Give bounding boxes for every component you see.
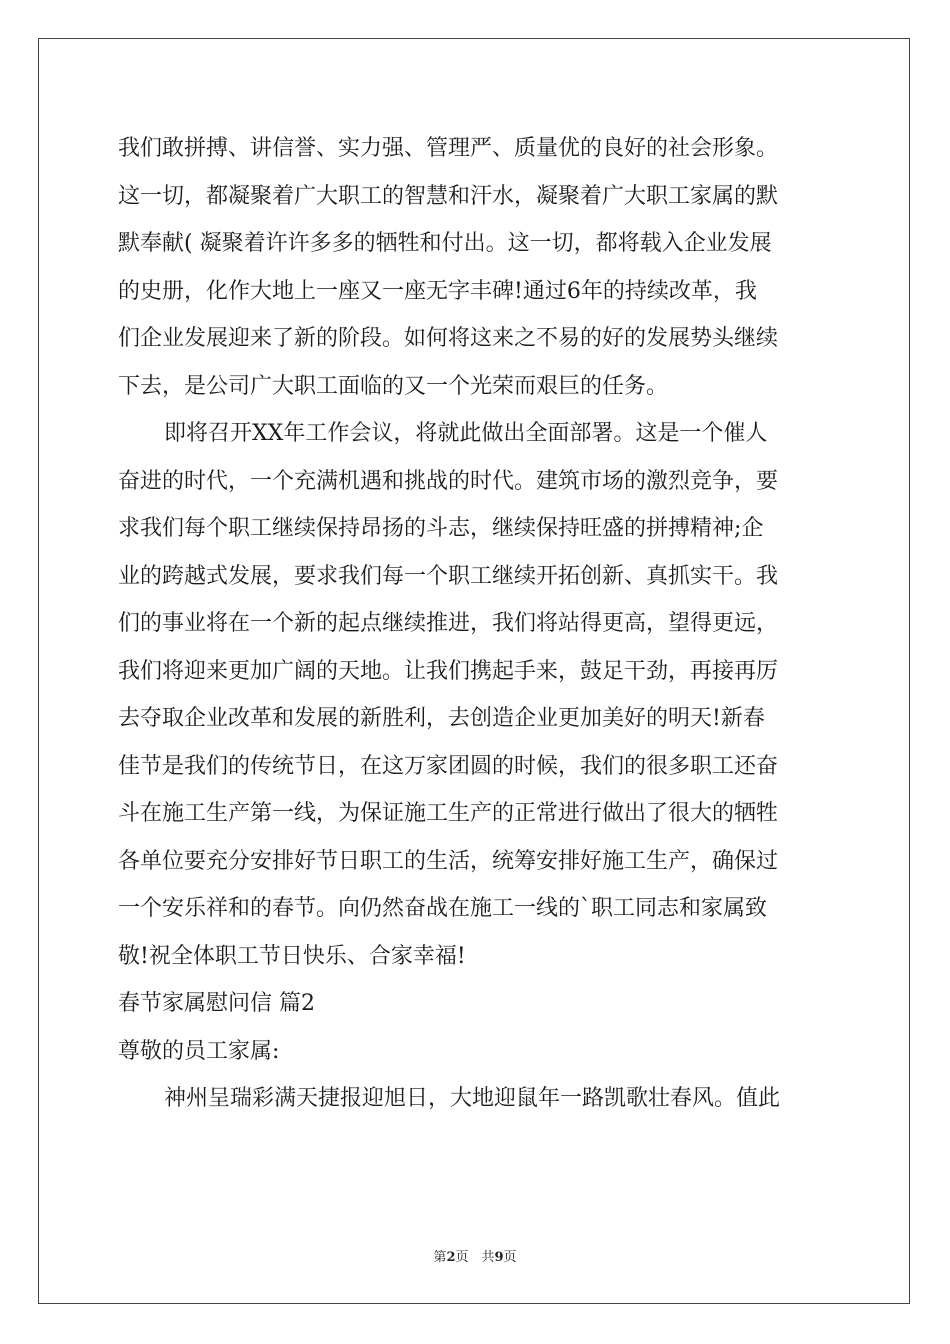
text-line: 奋进的时代，一个充满机遇和挑战的时代。建筑市场的激烈竞争，要 [118, 468, 779, 494]
paragraph-start-line: 神州呈瑞彩满天捷报迎旭日，大地迎鼠年一路凯歌壮春风。值此 [164, 1086, 781, 1111]
page-current: 2 [446, 1250, 456, 1265]
text-line: 斗在施工生产第一线，为保证施工生产的正常进行做出了很大的牺牲 [118, 801, 779, 826]
text-line: 们企业发展迎来了新的阶段。如何将这来之不易的好的发展势头继续 [118, 326, 779, 351]
text-line: 我们敢拼搏、讲信誉、实力强、管理严、质量优的良好的社会形象。 [118, 136, 779, 161]
page-prefix: 第 [433, 1250, 447, 1265]
document-body [118, 125, 834, 1123]
text-line: 敬!祝全体职工节日快乐、合家幸福! [118, 943, 466, 969]
text-line: 的史册，化作大地上一座又一座无字丰碑!通过6年的持续改革，我 [118, 278, 757, 304]
section-heading: 春节家属慰问信 篇2 [118, 991, 315, 1016]
paragraph-start-line: 即将召开XX年工作会议，将就此做出全面部署。这是一个催人 [164, 421, 768, 446]
text-line: 们的事业将在一个新的起点继续推进，我们将站得更高，望得更远， [118, 611, 779, 636]
text-line: 我们将迎来更加广阔的天地。让我们携起手来，鼓足干劲，再接再厉 [118, 658, 779, 684]
page-total: 9 [494, 1250, 504, 1265]
page-mid: 页 共 [455, 1250, 495, 1265]
page-suffix: 页 [503, 1250, 517, 1265]
text-line: 业的跨越式发展，要求我们每一个职工继续开拓创新、真抓实干。我 [118, 563, 779, 589]
text-line: 佳节是我们的传统节日，在这万家团圆的时候，我们的很多职工还奋 [118, 753, 779, 779]
text-line: 默奉献( 凝聚着许许多多的牺牲和付出。这一切，都将载入企业发展 [118, 231, 772, 256]
text-line: 去夺取企业改革和发展的新胜利，去创造企业更加美好的明天!新春 [118, 706, 765, 731]
text-line: 求我们每个职工继续保持昂扬的斗志，继续保持旺盛的拼搏精神;企 [118, 516, 764, 541]
text-line: 一个安乐祥和的春节。向仍然奋战在施工一线的`职工同志和家属致 [118, 896, 768, 921]
text-line: 各单位要充分安排好节日职工的生活，统筹安排好施工生产，确保过 [118, 848, 779, 874]
text-line: 下去，是公司广大职工面临的又一个光荣而艰巨的任务。 [118, 373, 669, 399]
salutation: 尊敬的员工家属: [118, 1038, 280, 1064]
text-line: 这一切，都凝聚着广大职工的智慧和汗水，凝聚着广大职工家属的默 [118, 183, 779, 209]
page-footer [0, 1246, 950, 1265]
